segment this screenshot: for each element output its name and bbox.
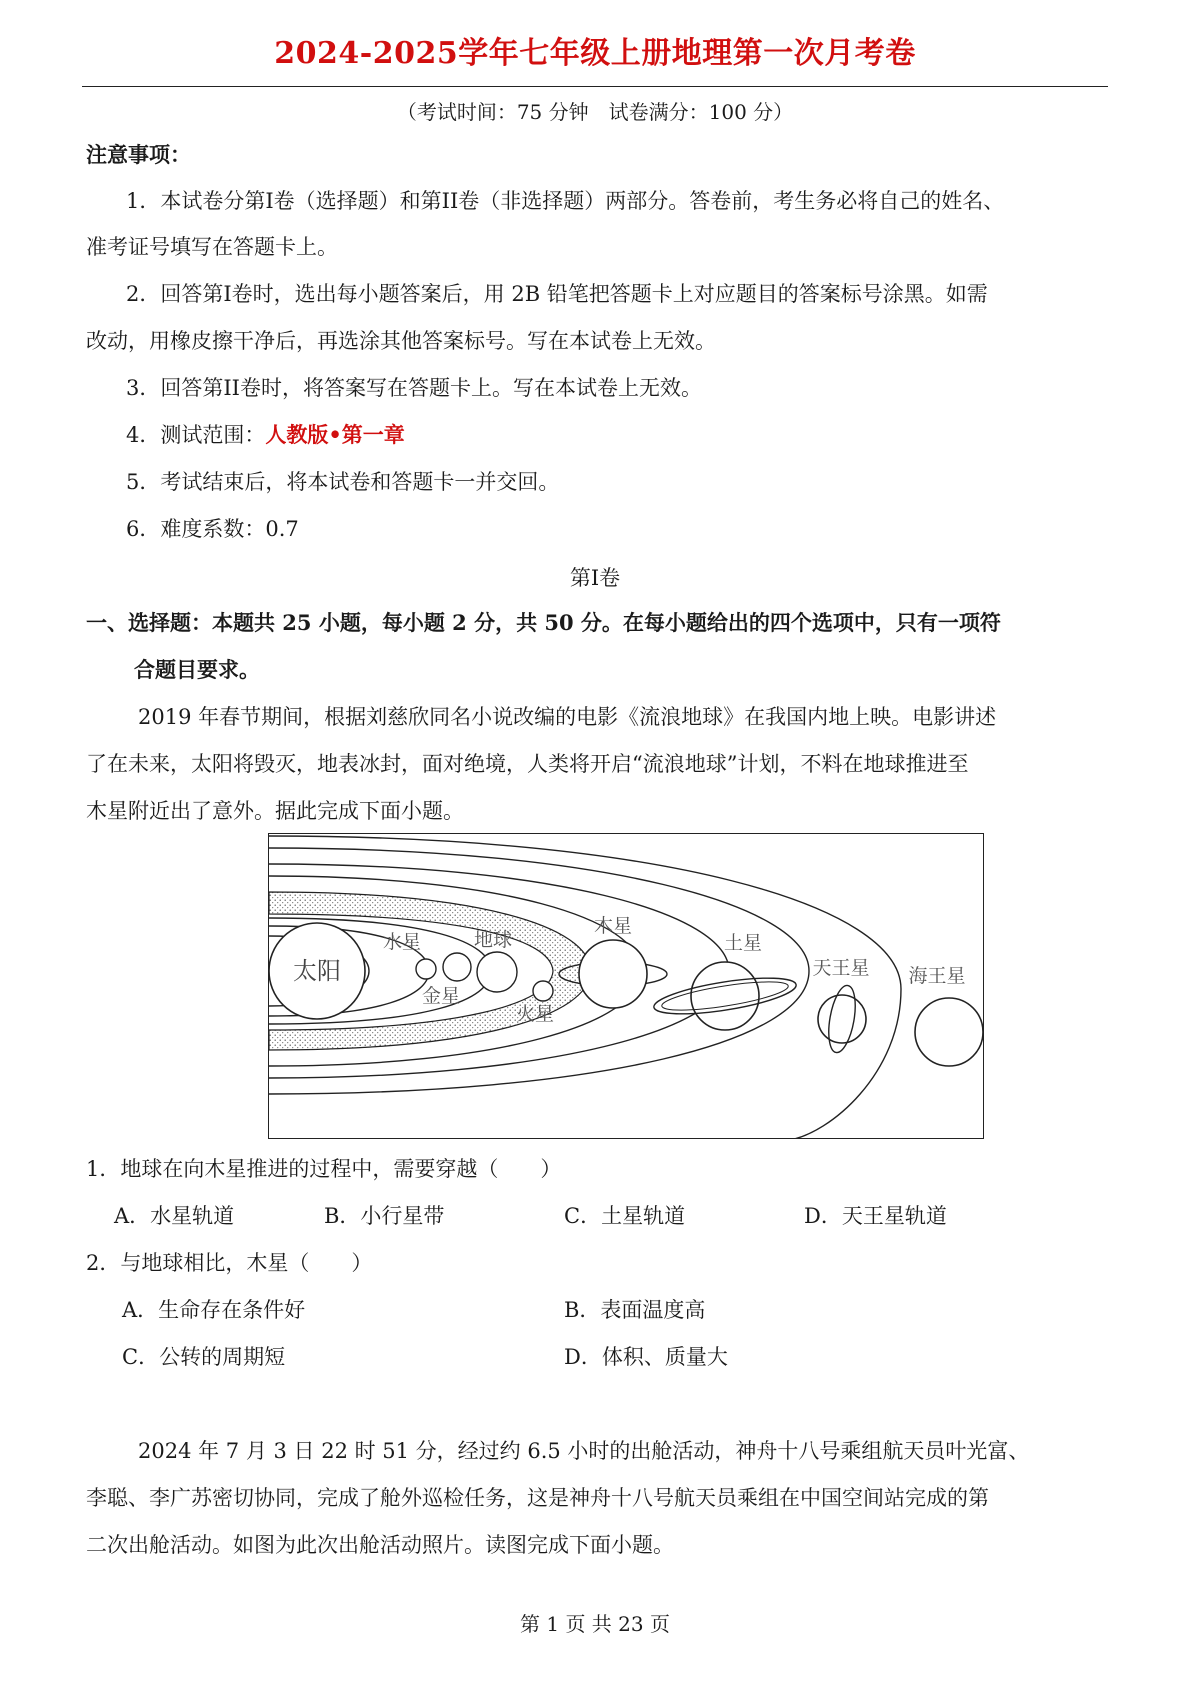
sun-label: 太阳 — [293, 957, 341, 985]
uranus-label: 天王星 — [812, 957, 870, 979]
exam-title: 2024-2025学年七年级上册地理第一次月考卷 — [274, 36, 916, 71]
mercury — [416, 959, 436, 979]
question-1-option-a[interactable]: A．水星轨道 — [114, 1204, 235, 1228]
passage-1-line-2: 了在未来，太阳将毁灭，地表冰封，面对绝境，人类将开启“流浪地球”计划，不料在地球推进至 — [86, 752, 969, 776]
question-1-option-c[interactable]: C．土星轨道 — [564, 1204, 686, 1228]
note-item-2-cont: 改动，用橡皮擦干净后，再选涂其他答案标号。写在本试卷上无效。 — [86, 329, 716, 353]
note-item-2: 2．回答第I卷时，选出每小题答案后，用 2B 铅笔把答题卡上对应题目的答案标号涂黑。如需 — [126, 282, 988, 306]
note-item-1: 1．本试卷分第I卷（选择题）和第II卷（非选择题）两部分。答卷前，考生务必将自己的姓名、 — [126, 189, 1005, 213]
uranus — [818, 995, 866, 1043]
title-divider — [82, 86, 1108, 87]
passage-2-line-2: 李聪、李广苏密切协同，完成了舱外巡检任务，这是神舟十八号航天员乘组在中国空间站完成的第 — [86, 1486, 989, 1510]
question-2-option-c[interactable]: C．公转的周期短 — [122, 1345, 286, 1369]
note-item-4-label: 4．测试范围： — [126, 423, 266, 447]
jupiter — [579, 940, 647, 1008]
test-scope: 人教版•第一章 — [265, 422, 405, 447]
venus — [443, 953, 471, 981]
saturn — [691, 962, 759, 1030]
passage-2-line-1: 2024 年 7 月 3 日 22 时 51 分，经过约 6.5 小时的出舱活动，神舟十八号乘组航天员叶光富、 — [138, 1439, 1030, 1463]
note-item-4 — [126, 420, 1146, 450]
note-item-1-cont: 准考证号填写在答题卡上。 — [86, 235, 338, 259]
mercury-label: 水星 — [382, 931, 422, 953]
question-2-option-d[interactable]: D．体积、质量大 — [564, 1345, 728, 1369]
notes-heading: 注意事项： — [86, 142, 191, 167]
neptune — [915, 998, 983, 1066]
solar-system-diagram — [269, 834, 984, 1139]
note-item-3: 3．回答第II卷时，将答案写在答题卡上。写在本试卷上无效。 — [126, 376, 702, 400]
mars — [533, 981, 553, 1001]
passage-1-line-3: 木星附近出了意外。据此完成下面小题。 — [86, 799, 464, 823]
volume-title: 第I卷 — [569, 566, 621, 590]
note-item-5: 5．考试结束后，将本试卷和答题卡一并交回。 — [126, 470, 560, 494]
question-1-stem: 1．地球在向木星推进的过程中，需要穿越（ ） — [86, 1157, 562, 1181]
exam-subtitle: （考试时间：75 分钟 试卷满分：100 分） — [396, 100, 794, 124]
note-item-6: 6．难度系数：0.7 — [126, 517, 299, 541]
question-2-option-a[interactable]: A．生命存在条件好 — [122, 1298, 306, 1322]
passage-1-line-1: 2019 年春节期间，根据刘慈欣同名小说改编的电影《流浪地球》在我国内地上映。电影讲述 — [138, 705, 997, 729]
section-heading-cont: 合题目要求。 — [134, 657, 260, 682]
page-footer: 第 1 页 共 23 页 — [520, 1612, 670, 1636]
saturn-label: 土星 — [723, 932, 763, 954]
question-2-option-b[interactable]: B．表面温度高 — [564, 1298, 706, 1322]
question-1-option-b[interactable]: B．小行星带 — [324, 1204, 445, 1228]
solar-system-figure — [268, 833, 984, 1139]
mars-label: 火星 — [515, 1003, 555, 1025]
question-2-stem: 2．与地球相比，木星（ ） — [86, 1251, 373, 1275]
jupiter-label: 木星 — [593, 915, 633, 937]
neptune-label: 海王星 — [908, 965, 966, 987]
earth-label: 地球 — [473, 929, 513, 951]
section-heading: 一、选择题：本题共 25 小题，每小题 2 分，共 50 分。在每小题给出的四个选项中，只有一项符 — [86, 610, 1001, 635]
venus-label: 金星 — [421, 985, 461, 1007]
earth — [477, 952, 517, 992]
question-1-option-d[interactable]: D．天王星轨道 — [804, 1204, 947, 1228]
passage-2-line-3: 二次出舱活动。如图为此次出舱活动照片。读图完成下面小题。 — [86, 1533, 674, 1557]
